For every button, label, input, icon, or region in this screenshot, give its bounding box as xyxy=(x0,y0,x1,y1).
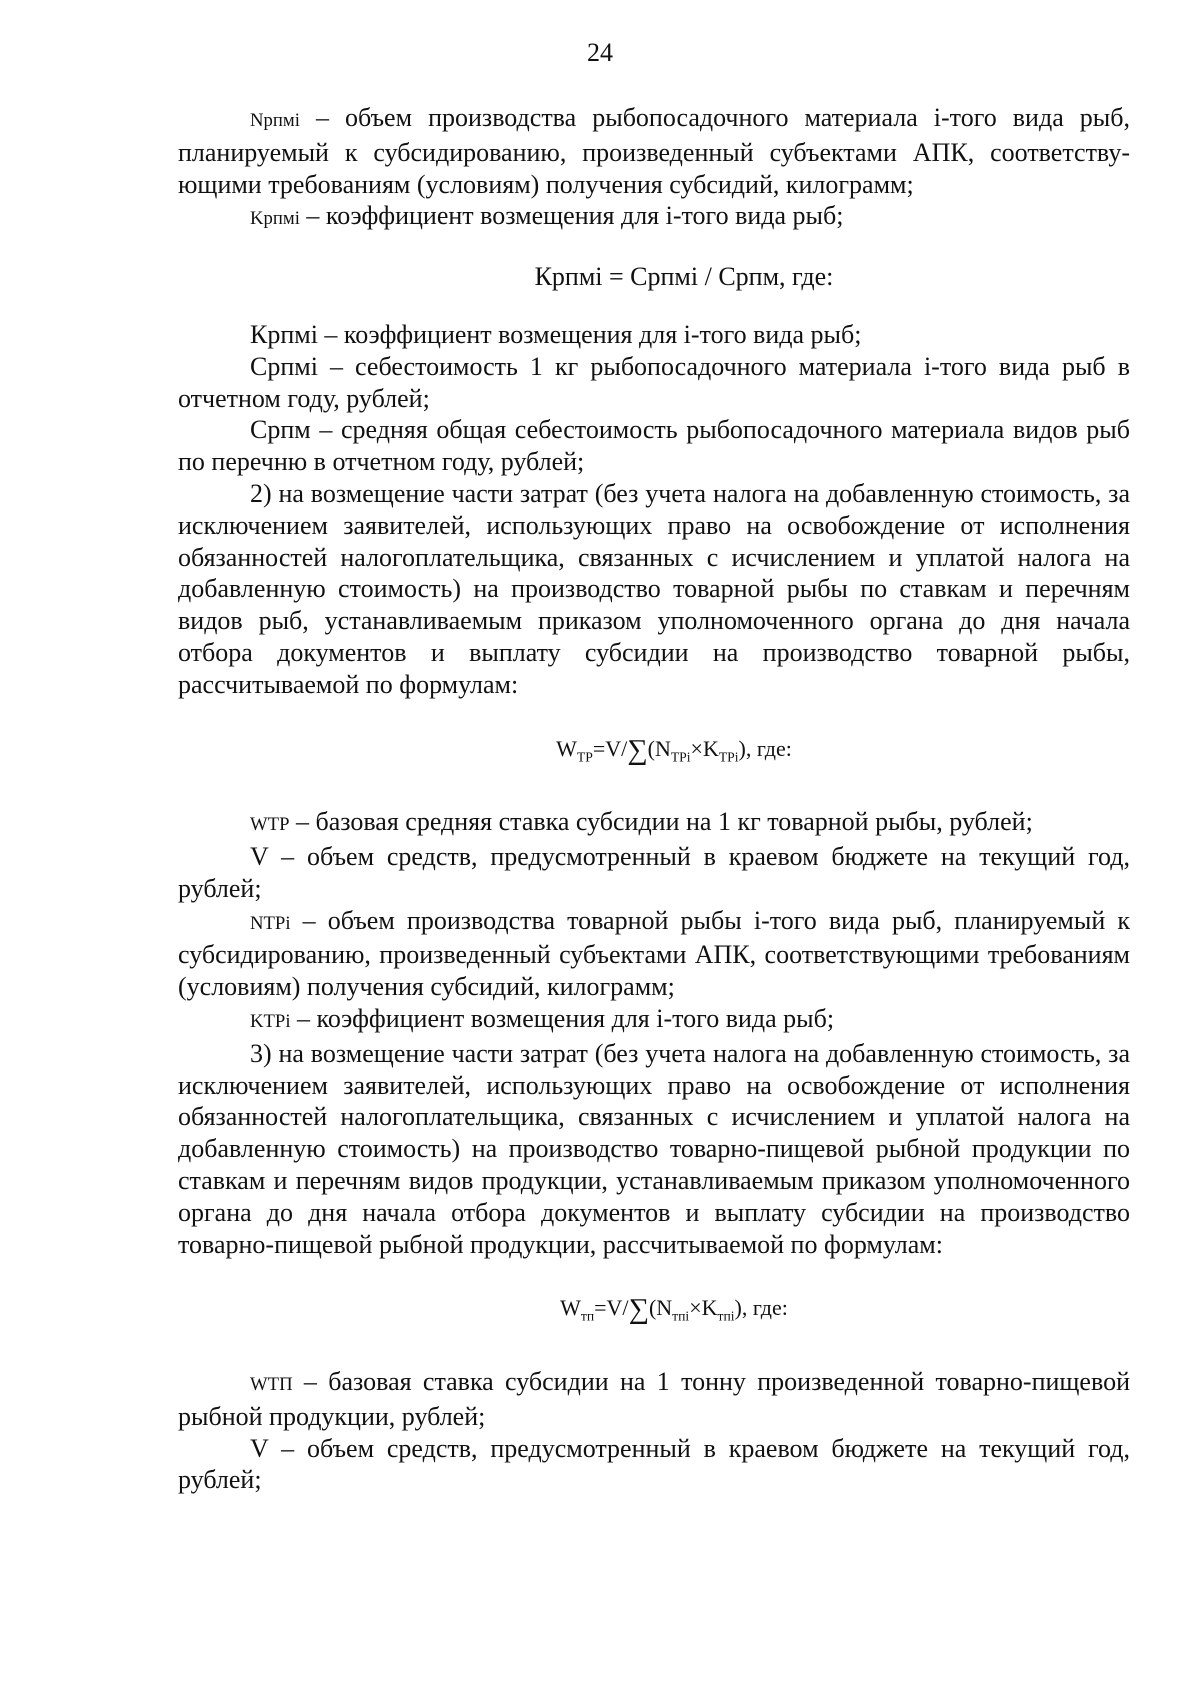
definition-text: – объем производства рыбопосадочного материала i-того вида рыб, планируемый к субсидированию, произведенный субъектами АПК, соответствующими требованиям (условиям) получения субсидий, килограмм; xyxy=(178,103,1130,199)
formula-close: ), где: xyxy=(738,735,792,761)
symbol-n-tr-i: NТРi xyxy=(250,912,291,934)
clause-2: 2) на возмещение части затрат (без учета налога на добавленную стоимость, за исключением заявителей, использующих право на освобождение от исполнения обязанностей налогоплательщика, связанных с исчислением и уплатой налога на добавленную стоимость) на производство товарной рыбы по ставкам и перечням видов рыб, устанавливаемым приказом уполномоченного органа до дня начала отбора документов и выплату субсидии на производство товарной рыбы, рассчитываемой по формулам: xyxy=(178,478,1130,699)
clause-3: 3) на возмещение части затрат (без учета налога на добавленную стоимость, за исключением заявителей, использующих право на освобождение от исполнения обязанностей налогоплательщика, связанных с исчислением и уплатой налога на добавленную стоимость) на производство товарно-пищевой рыбной продукции по ставкам и перечням видов продукции, устанавливаемым приказом уполномоченного органа до дня начала отбора документов и выплату субсидии на производство товарно-пищевой рыбной продукции, рассчитываемой по формулам: xyxy=(178,1038,1130,1259)
definition-s-rpm-i: Српмi – себестоимость 1 кг рыбопосадочного материала i-того вида рыб в отчетном году, рублей; xyxy=(178,351,1130,413)
definition-k-rpm-i-2: Крпмi – коэффициент возмещения для i-того вида рыб; xyxy=(250,319,862,349)
symbol-k-tr-i: KТРi xyxy=(250,1010,291,1032)
definition-v: V – объем средств, предусмотренный в краевом бюджете на текущий год, рублей; xyxy=(178,842,1130,903)
definition-text: – базовая средняя ставка субсидии на 1 кг товарной рыбы, рублей; xyxy=(289,807,1033,837)
definition-k-rpm-i xyxy=(178,200,1130,235)
symbol-w-tr: WТР xyxy=(250,814,290,836)
formula-k-subscript: ТРi xyxy=(718,748,739,764)
page-number: 24 xyxy=(587,38,613,67)
definition-w-tr xyxy=(178,806,1130,841)
formula-w-tr xyxy=(178,733,1130,767)
definition-w-tp xyxy=(178,1366,1130,1433)
definition-text: – базовая ставка субсидии на 1 тонну произведенной товарно-пищевой рыбной продукции, рублей; xyxy=(178,1367,1130,1431)
sigma-symbol: ∑ xyxy=(627,734,648,766)
formula-close: ), где: xyxy=(734,1295,788,1321)
sigma-symbol: ∑ xyxy=(628,1294,649,1326)
formula-w-tp xyxy=(178,1292,1130,1326)
formula-n-subscript: ТРi xyxy=(670,748,691,764)
definition-v-2: V – объем средств, предусмотренный в краевом бюджете на текущий год, рублей; xyxy=(178,1433,1130,1495)
definition-n-tr-i xyxy=(178,905,1130,1003)
formula-k-subscript: тпi xyxy=(717,1308,735,1324)
formula-w: W xyxy=(560,1295,581,1321)
formula-eq: =V/ xyxy=(594,1295,629,1321)
definition-k-tr-i xyxy=(178,1003,1130,1038)
definition-text: – объем производства товарной рыбы i-того вида рыб, планируемый к субсидированию, произведенный субъектами АПК, соответствующими требованиям (условиям) получения субсидий, килограмм; xyxy=(178,905,1130,1002)
formula-w-subscript: тп xyxy=(580,1308,595,1324)
formula-k-rpm-i: Крпмi = Српмi / Српм, где: xyxy=(534,262,834,292)
definition-text: – коэффициент возмещения для i-того вида рыб; xyxy=(290,1003,835,1033)
definition-n-rpm-i xyxy=(178,102,1130,200)
symbol-k-rpm-i: Kрпмi xyxy=(250,208,300,230)
definition-s-rpm: Српм – средняя общая себестоимость рыбопосадочного материала видов рыб по перечню в отчетном году, рублей; xyxy=(178,415,1130,477)
formula-w: W xyxy=(556,735,577,761)
formula-times-k: ×K xyxy=(690,735,719,761)
formula-eq: =V/ xyxy=(592,735,628,761)
formula-n: (N xyxy=(647,735,671,761)
document-body xyxy=(178,102,1130,1496)
symbol-n-rpm-i: Nрпмi xyxy=(250,110,300,131)
formula-n-subscript: тпi xyxy=(672,1308,690,1324)
formula-w-subscript: ТР xyxy=(576,748,593,764)
definition-text: – коэффициент возмещения для i-того вида рыб; xyxy=(299,201,844,231)
formula-n: (N xyxy=(648,1295,673,1321)
symbol-w-tp: WТП xyxy=(250,1374,293,1396)
formula-times-k: ×K xyxy=(689,1295,718,1321)
